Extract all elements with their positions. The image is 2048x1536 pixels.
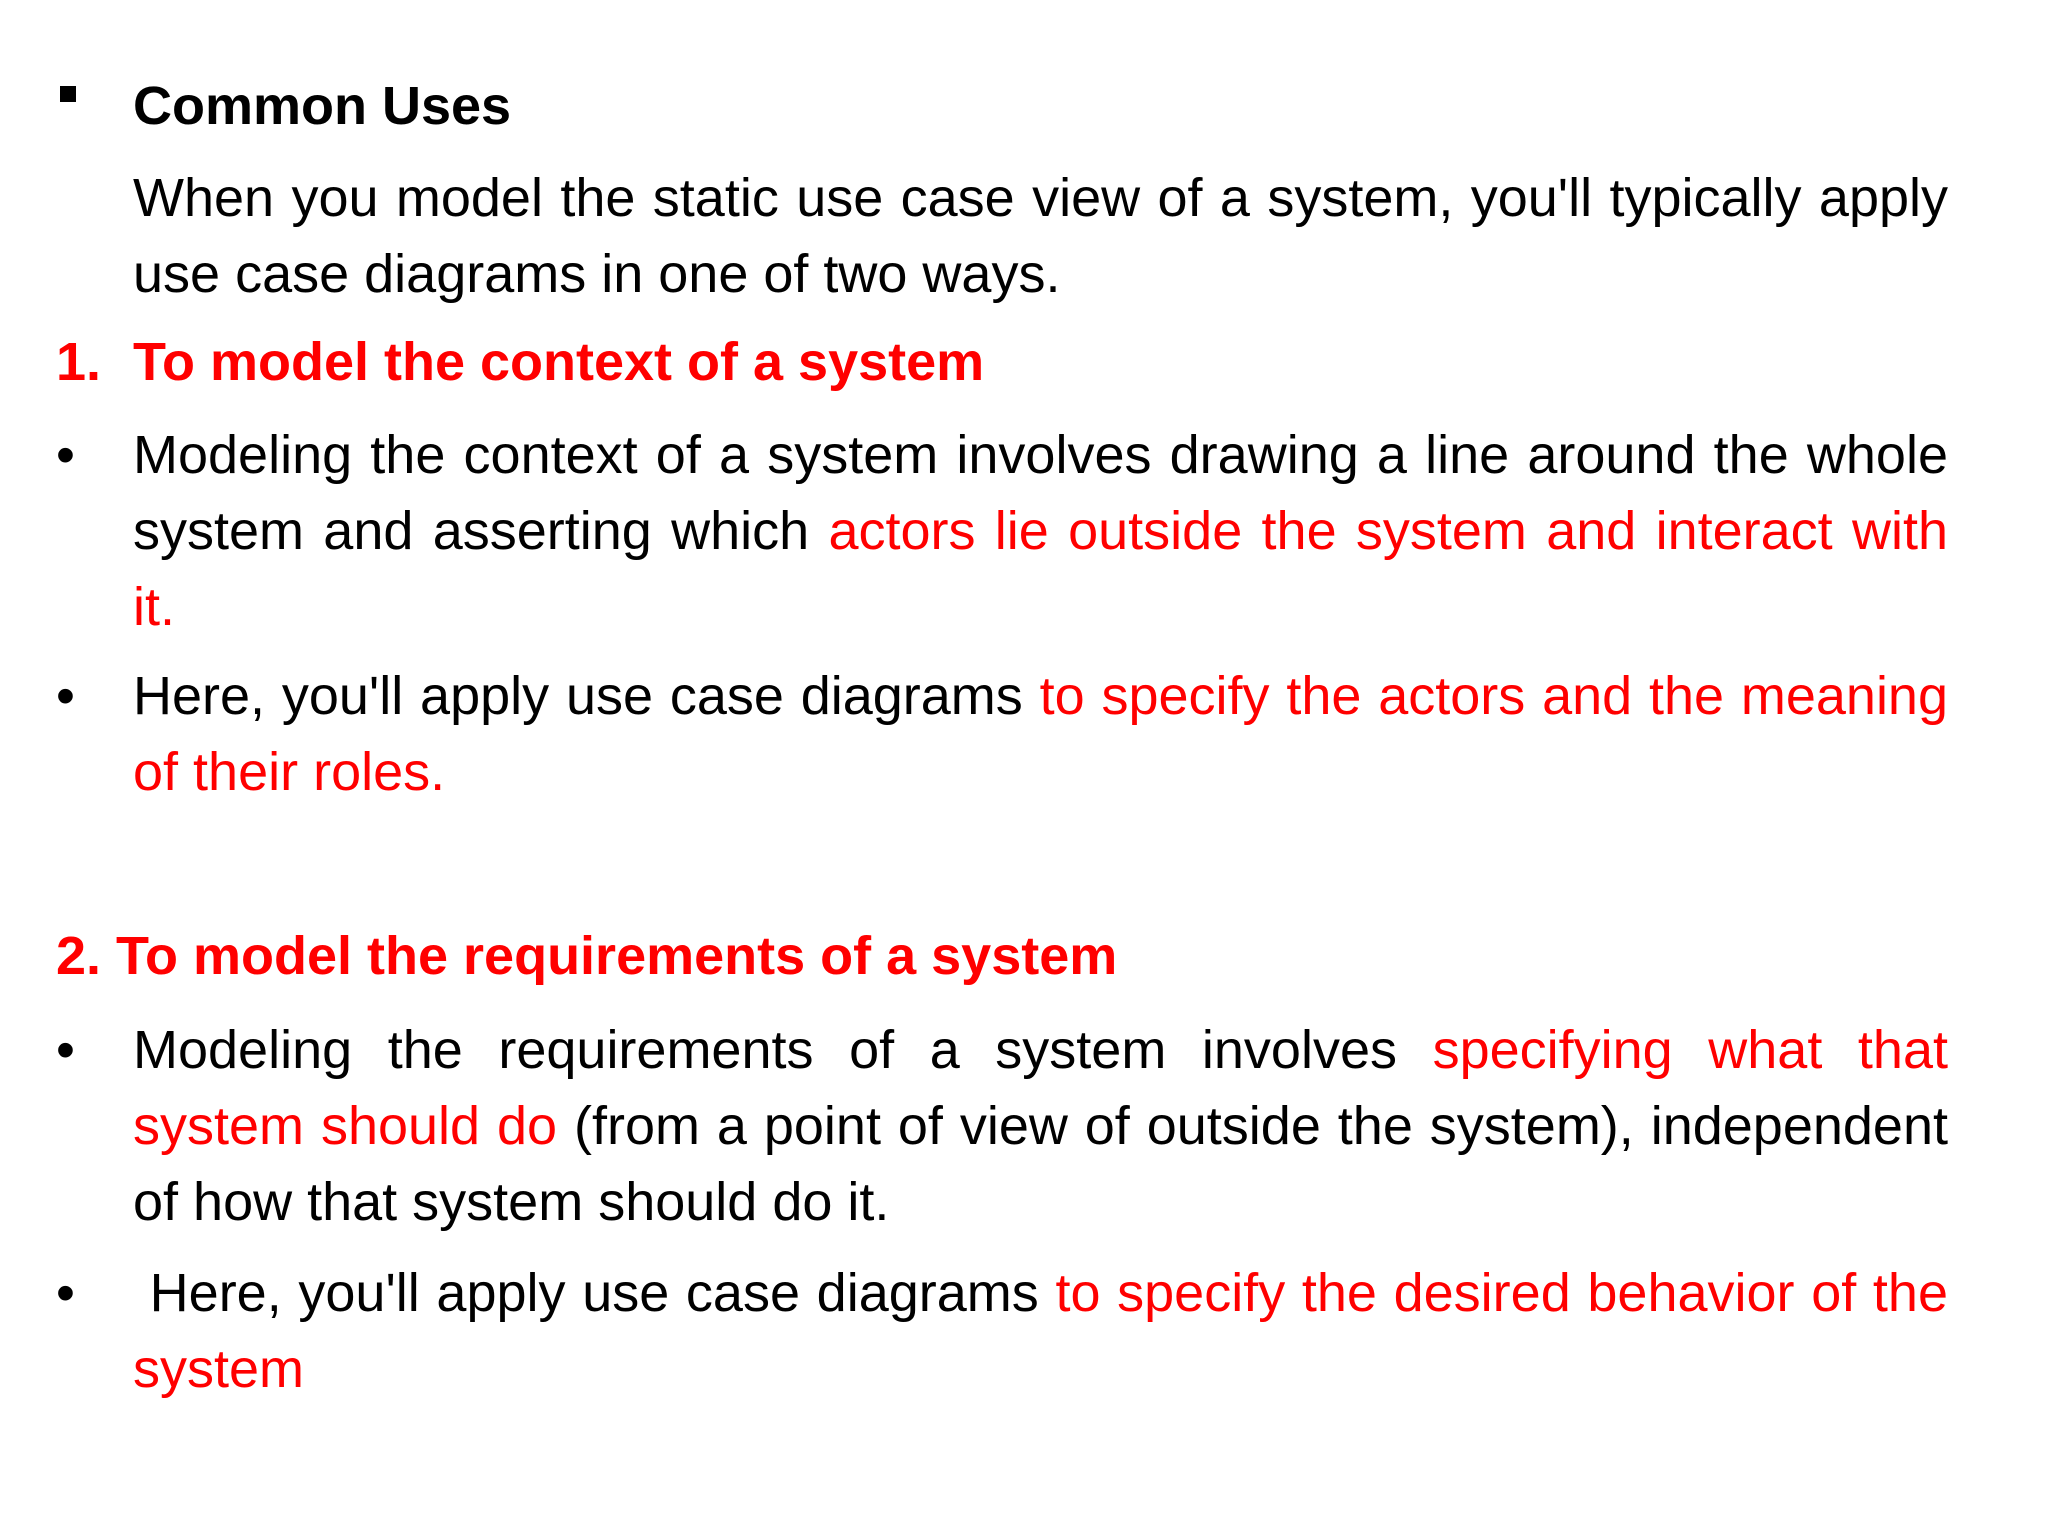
section2-bullet-1-black-before: Modeling the requirements of a system involves	[133, 1020, 1433, 1080]
section2-bullet-1-black-after: (from a point of view of outside the system), independent of how that system should do it.	[133, 1096, 1948, 1232]
section2-title: 2. To model the requirements of a system	[56, 926, 1118, 986]
section1-bullet-2-red: to specify the actors and the meaning of their roles.	[133, 666, 1948, 802]
section1-bullet-1-black: Modeling the context of a system involves drawing a line around the whole system and asserting which	[133, 425, 1948, 561]
section1-number: 1.	[56, 332, 102, 392]
section1-bullet-1-text	[133, 417, 1948, 645]
heading-common-uses: Common Uses	[133, 76, 512, 136]
section2-bullet-2-black: Here, you'll apply use case diagrams	[133, 1263, 1056, 1323]
section1-bullet-2-text	[133, 658, 1948, 810]
section2-bullet-2-text	[133, 1255, 1963, 1407]
bullet-dot-icon: •	[56, 1020, 75, 1080]
section1-bullet-2-black: Here, you'll apply use case diagrams	[133, 666, 1040, 726]
intro-paragraph: When you model the static use case view of a system, you'll typically apply use case diagrams in one of two ways.	[133, 168, 1948, 304]
section2-bullet-1-red: specifying what that system should do	[133, 1020, 1948, 1156]
square-bullet-icon	[60, 86, 76, 102]
bullet-dot-icon: •	[56, 425, 75, 485]
section2-bullet-1-text	[133, 1012, 1948, 1240]
section1-title: To model the context of a system	[133, 332, 985, 392]
section1-bullet-1-red: actors lie outside the system and interact with it.	[133, 501, 1948, 637]
section2-bullet-2-red: to specify the desired behavior of the system	[133, 1263, 1963, 1399]
bullet-dot-icon: •	[56, 1263, 75, 1323]
bullet-dot-icon: •	[56, 666, 75, 726]
